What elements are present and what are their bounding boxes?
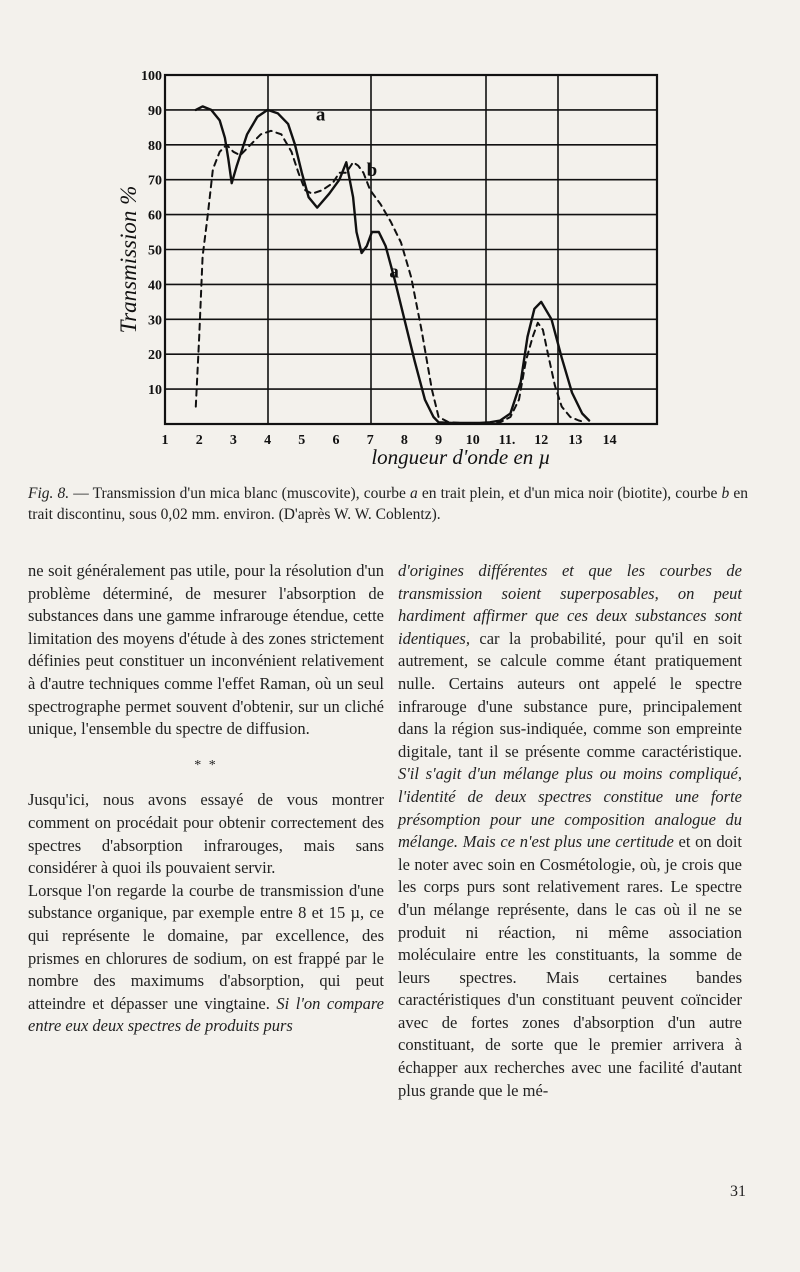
y-tick-label: 30: [148, 313, 162, 329]
left-paragraph-3: [28, 880, 384, 1038]
right-italic-2: S'il s'agit d'un mélange plus ou moins compliqué, l'identité de deux spectres constitue une forte présomption pour une composition analogue du mélange. Mais ce n'est plus une certitude: [398, 764, 742, 852]
y-tick-label: 60: [148, 208, 162, 224]
y-tick-label: 50: [148, 243, 162, 259]
curve-label: a: [389, 261, 399, 283]
curve-label: a: [315, 104, 326, 126]
page-number: 31: [730, 1183, 746, 1200]
y-tick-label: 40: [148, 278, 162, 294]
x-tick-label: 10: [465, 433, 480, 448]
caption-text-1: — Transmission d'un mica blanc (muscovite), courbe: [69, 485, 410, 502]
x-tick-label: 14: [602, 433, 617, 448]
right-italic-1: d'origines différentes et que les courbes de transmission soient superposables, on peut hardiment affirmer que ces deux substances sont identiques,: [398, 561, 742, 648]
curve-label: b: [366, 160, 378, 182]
x-tick-label: 13: [568, 433, 583, 448]
y-tick-label: 10: [148, 383, 162, 399]
x-tick-label: 6: [332, 433, 340, 448]
right-text-2: et on doit le noter avec soin en Cosmétologie, où, je crois que les corps purs sont relativement rares. Le spectre d'un mélange représente, dans le cas où il ne se produit ni réaction, ni même association moléculaire entre les constituants, la somme de leurs spectres. Mais certaines bandes caractéristiques d'un constituant peuvent coïncider avec de fortes zones d'absorption d'un autre constituant, de sorte que le premier arrivera à échapper aux recherches avec une facilité d'autant plus grande que le mé-: [398, 832, 743, 1100]
x-tick-label: 7: [366, 433, 374, 448]
x-axis-label: longueur d'onde en µ: [371, 445, 551, 469]
caption-curve-b: b: [721, 485, 730, 502]
right-column: [398, 560, 742, 1102]
x-tick-label: 8: [400, 433, 408, 448]
caption-curve-a: a: [409, 485, 418, 502]
x-tick-label: 2: [195, 433, 203, 448]
x-tick-label: 5: [298, 433, 306, 448]
transmission-chart: [0, 0, 800, 480]
y-axis-label: Transmission %: [116, 185, 141, 334]
y-tick-label: 80: [148, 138, 162, 154]
section-separator: * *: [194, 757, 218, 773]
left-column: [28, 560, 384, 1038]
y-tick-label: 90: [148, 103, 162, 119]
x-tick-label: 3: [229, 433, 237, 448]
left-paragraph-1: ne soit généralement pas utile, pour la résolution d'un problème déterminé, de mesurer l'absorption de substances dans une gamme infrarouge étendue, cette limitation des moyens d'étude à des zones strictement définies peut constituer un inconvénient relativement à d'autre techniques comme l'effet Raman, où un seul spectrographe permet souvent d'obtenir, sur un cliché unique, l'ensemble du spectre de diffusion.: [28, 561, 384, 739]
x-tick-label: 4: [264, 433, 272, 448]
left-paragraph-2: Jusqu'ici, nous avons essayé de vous montrer comment on procédait pour obtenir correctement des spectres d'absorption infrarouges, mais sans considérer à quoi ils pouvaient servir.: [28, 790, 384, 878]
y-tick-label: 70: [148, 173, 162, 189]
y-tick-label: 100: [141, 69, 162, 84]
figure-label: Fig. 8.: [28, 485, 70, 502]
left-paragraph-3-text: Lorsque l'on regarde la courbe de transmission d'une substance organique, par exemple entre 8 et 15 µ, ce qui représente le domaine, par excellence, des prismes en chlorures de sodium, on est frappé par le nombre des maximums d'absorption, qui peut atteindre et dépasser une vingtaine.: [28, 880, 384, 1013]
right-text-1: car la probabilité, pour qu'il en soit autrement, se calcule comme étant pratiquement nulle. Certains auteurs ont appelé le spectre infrarouge d'une substance pure, principalement dans la région sus-indiquée, comme son empreinte digitale, tant il se présente comme caractéristique.: [398, 628, 742, 761]
y-tick-label: 20: [148, 348, 162, 364]
caption-text-3: en trait discontinu, sous 0,02 mm. environ. (D'après W. W. Coblentz).: [28, 485, 748, 523]
x-tick-label: 11.: [498, 433, 516, 448]
right-paragraph: [398, 560, 742, 1102]
left-paragraph-3-italic: Si l'on compare entre eux deux spectres de produits purs: [28, 993, 384, 1036]
x-tick-label: 12: [534, 433, 549, 448]
figure-caption: [28, 483, 748, 525]
x-tick-label: 9: [435, 433, 443, 448]
caption-text-2: en trait plein, et d'un mica noir (biotite), courbe: [417, 485, 722, 502]
x-tick-label: 1: [161, 433, 169, 448]
